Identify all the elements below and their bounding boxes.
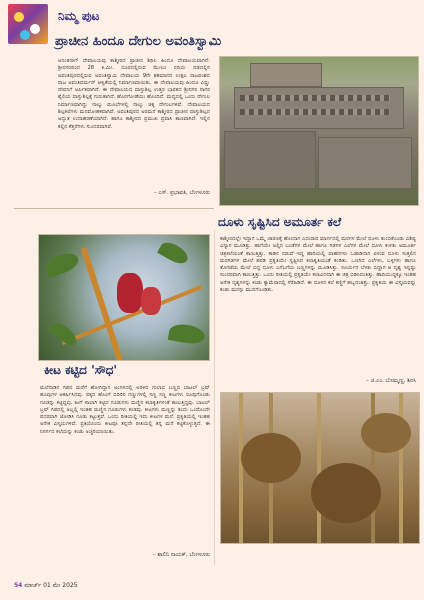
page-footer [14, 582, 78, 590]
dust-art-forest-photo [220, 392, 420, 544]
section-label: ನಿಮ್ಮ ಪುಟ [58, 9, 100, 23]
temple-ruin-photo [219, 56, 419, 206]
issue-date: ಮಾರ್ಚ್ 01 ಮೇ 2025 [24, 582, 78, 589]
article2-body: ಕಾಶ್ಮೀರದಲ್ಲೇ ಇದ್ದಾಗ ಒಮ್ಮೆ ಚಾರಣಕ್ಕೆ ಹೋದಾಗ ಎದುರಾದ ಮಾರ್ಗದಲ್ಲಿ ಮರಗಳ ಮೇಲೆ ಧೂಳು ತುಂಬಿಕೊಂಡು ವಿಶಿಷ್ಟ ವಿನ್ಯಾಸ ಮೂಡಿತ್ತು. ಹಾಗೆಯೇ ಅಲ್ಲಿನ ಬಂಡೆಗಳ ಮೇಲೆ ಹಾಗೂ ಗಿಡಗಳ ಎಲೆಗಳ ಮೇಲೆ ಧೂಳು ಕುಳಿತು ಅಮೂರ್ತ ಚಿತ್ರಕಲೆಯಂತೆ ಕಾಣುತ್ತಿತ್ತು. ಕಾಡಿನ ನಡುವೆ ಇದ್ದ ಹಾದಿಯಲ್ಲಿ ವಾಹನಗಳು ಓಡಾಡಿದಾಗ ಏಳುವ ಧೂಳು ಸುತ್ತಲಿನ ಮರಗಿಡಗಳ ಮೇಲೆ ಹರಡಿ ಪ್ರಕೃತಿಯೇ ಸೃಷ್ಟಿಸಿದ ಕಲಾಕೃತಿಯಂತೆ ಕಂಡಿತು. ಒಣಗಿದ ಎಲೆಗಳು, ಬಳ್ಳಿಗಳು ಹಾಗೂ ತೊಗಟೆಯ ಮೇಲೆ ಬಿದ್ದ ಧೂಳು ಬಗೆಬಗೆಯ ಬಣ್ಣಗಳನ್ನು ಮೂಡಿಸಿತ್ತು. ಸೂರ್ಯನ ಬೆಳಕು ಬಿದ್ದಾಗ ಆ ದೃಶ್ಯ ಇನ್ನಷ್ಟು ಸುಂದರವಾಗಿ ಕಾಣುತ್ತಿತ್ತು. ಒಂದು ರೀತಿಯಲ್ಲಿ ಪ್ರಕೃತಿಯೇ ಕಲಾವಿದನಾಗಿ ಈ ಚಿತ್ರ ಬಿಡಿಸಿದಂತಿತ್ತು. ಹಾದಿಯುದ್ದಕ್ಕೂ ಇಂತಹ ಅನೇಕ ದೃಶ್ಯಗಳನ್ನು ಕಂಡು ಕ್ಯಾಮೆರಾದಲ್ಲಿ ಸೆರೆಹಿಡಿದೆ. ಈ ಧೂಳಿನ ಕಲೆ ಕಣ್ಣಿಗೆ ಹಬ್ಬದಂತಿತ್ತು. ಪ್ರಕೃತಿಯ ಈ ವಿಸ್ಮಯವನ್ನು ಕಂಡು ಮನಸ್ಸು ಮುದಗೊಂಡಿತು. [220, 236, 416, 294]
article1-body: ಅನಂತನಾಗ್ ದೇವಾಲಯವು ಕಾಶ್ಮೀರದ ಪ್ರಾಚೀನ ಶಿಥಿಲ ಹಿಂದೂ ದೇವಾಲಯವಾಗಿದೆ. ಶ್ರೀನಗರದಿಂದ 28 ಕಿ.ಮೀ. ದೂರದಲ್ಲಿರುವ ಝೇಲಂ ನದಿಯ ದಡದಲ್ಲಿನ ಅವಂತಿಪುರದಲ್ಲಿರುವ ಅವಂತಿಸ್ವಾಮಿ ದೇವಾಲಯ 9ನೇ ಶತಮಾನದ ಉತ್ಪಲ ರಾಜವಂಶದ ರಾಜ ಅವಂತಿವರ್ಮನ್ ಆಳ್ವಿಕೆಯಲ್ಲಿ ನಿರ್ಮಾಣವಾಯಿತು. ಈ ದೇವಾಲಯವು ಹಿಂದೂ ವಿಷ್ಣು ದೇವನಿಗೆ ಅರ್ಪಿತವಾಗಿದೆ. ಈ ದೇವಾಲಯದ ವಾಸ್ತುಶಿಲ್ಪ ಉತ್ತರ ಭಾರತದ ಶ್ರೀನಗರ ನಾಗರ ಶೈಲಿಯ ವಾಸ್ತುಶಿಲ್ಪಕ್ಕೆ ಗುರುತಾಗಿದೆ. ಹೊರಗೋಡೆಯು ಹೊಂದಿದೆ. ಮಧ್ಯದಲ್ಲಿ ಒಂದು ದೇಗುಲ ನಿರ್ಮಾಣವಾಗಿದ್ದು ನಾಲ್ಕು ಮೂಲೆಗಳಲ್ಲಿ ನಾಲ್ಕು ಚಿಕ್ಕ ದೇಗುಲಗಳಿವೆ. ದೇವಾಲಯದ ಶಿಲ್ಪಕಲೆಗಳು ಮನಮೋಹಕವಾಗಿವೆ. ಅವಂತಿಪುರದ ಅರಮನೆ ಕಾಶ್ಮೀರದ ಪ್ರಾಚೀನ ವಾಸ್ತುಶಿಲ್ಪದ ಅದ್ಭುತ ಉದಾಹರಣೆಯಾಗಿದೆ. ಹಾಗೂ ಕಾಶ್ಮೀರದ ಪ್ರಮುಖ ಪ್ರವಾಸಿ ತಾಣವಾಗಿದೆ. ಇಲ್ಲಿನ ಕಲ್ಲಿನ ಕೆತ್ತನೆಗಳು ಸುಂದರವಾಗಿವೆ. [58, 58, 210, 130]
article2-title: ದೂಳು ಸೃಷ್ಟಿಸಿದ ಅಮೂರ್ತ ಕಲೆ [218, 215, 342, 229]
article3-signature: – ಶಾಲಿನಿ ನಾಯಕ್, ಬೆಂಗಳೂರು [153, 552, 210, 558]
article1-signature: – ಎಸ್. ಪ್ರಭಾವತಿ, ಬೆಂಗಳೂರು [153, 190, 210, 196]
page-number: 54 [14, 582, 23, 589]
section-logo [8, 4, 48, 44]
insect-nest-flower-photo [38, 234, 210, 361]
article2-signature: – ಜಿ.ಎಂ. ಬೊಮ್ಮಣ್ಣ, ಶಿರಸಿ [366, 378, 416, 384]
article1-title: ಪ್ರಾಚೀನ ಹಿಂದೂ ದೇಗುಲ ಅವಂತಿಸ್ವಾಮಿ [55, 34, 222, 49]
divider [14, 208, 214, 209]
column-rule [214, 230, 215, 565]
article3-body: ಮಲೆನಾಡಿನ ಗಿಡದ ಮರೆಗೆ ಹೋಗಿದ್ದಾಗ ಅಂಗಳದಲ್ಲಿ ಅರಳಿದ ಗುಲಾಬಿ ಬಣ್ಣದ ಬಾಟಲ್ ಬ್ರಷ್ ಹೂವುಗಳ ಆಕರ್ಷಿಸಿದವು. ಪಕ್ಕದ ಹೊಂಗೆ ಬಿದಿರಿನ ಗಣ್ಣುಗಳಲ್ಲಿ ಸಣ್ಣ ಸಣ್ಣ ಕೀಟಗಳು ರೂಪುಗೊಂಡು ಗೂಡನ್ನು ಕಟ್ಟಿದ್ದವು. ಹೀಗೆ ಸಾಲಾಗಿ ಕಟ್ಟಿದ ಗೂಡುಗಳು ಮಣ್ಣಿನ ಕಲಾಕೃತಿಗಳಂತೆ ಕಾಣುತ್ತಿದ್ದವು. ಬಾಟಲ್ ಬ್ರಷ್ ಗಿಡದಲ್ಲಿ ಅಲ್ಲಲ್ಲಿ ಇಂತಹ ಮಣ್ಣಿನ ಗೂಡುಗಳು ಕಂಡವು. ಕೀಟಗಳು ಮಣ್ಣನ್ನು ತಂದು ಒಂದೊಂದೇ ಪದರವಾಗಿ ಜೋಡಿಸಿ ಗೂಡು ಕಟ್ಟುತ್ತವೆ. ಒಂದು ರೀತಿಯಲ್ಲಿ ಇದು ಕೀಟಗಳ ಮನೆ. ಪ್ರಕೃತಿಯಲ್ಲಿ ಇಂತಹ ಅನೇಕ ವಿಸ್ಮಯಗಳಿವೆ. ಪ್ರತಿಯೊಂದು ಕೀಟವೂ ತನ್ನದೇ ರೀತಿಯಲ್ಲಿ ತನ್ನ ಮನೆ ಕಟ್ಟಿಕೊಳ್ಳುತ್ತದೆ. ಈ ನಿಸರ್ಗದ ಕಲೆಯನ್ನು ಕಂಡು ಅಚ್ಚರಿಯಾಯಿತು. [40, 385, 210, 435]
article3-title: ಕೀಟ ಕಟ್ಟಿದ 'ಸೌಧ' [44, 363, 118, 377]
